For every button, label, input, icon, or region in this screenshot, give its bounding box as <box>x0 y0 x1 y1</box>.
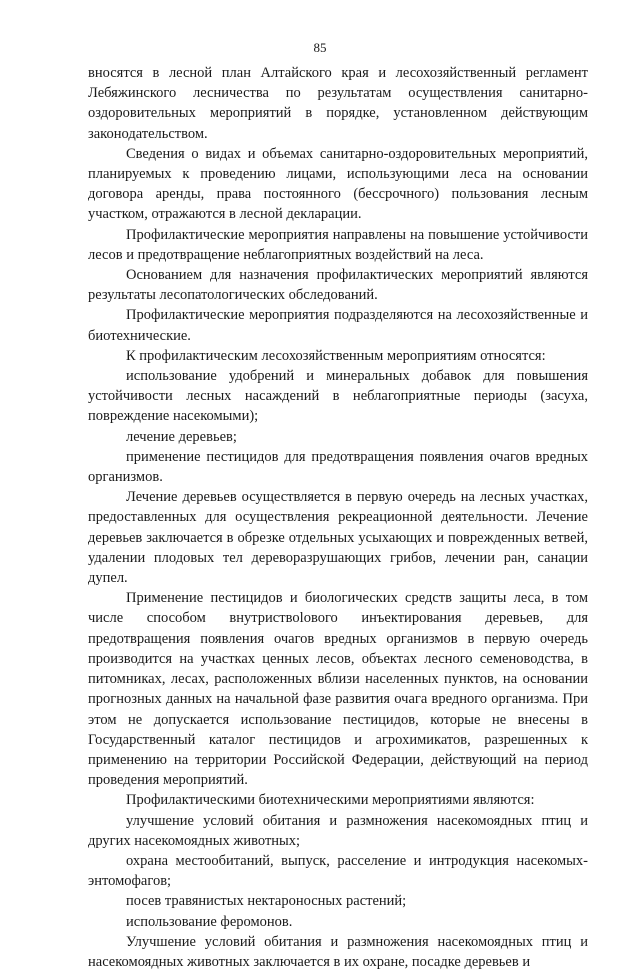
paragraph: Улучшение условий обитания и размножения насекомоядных птиц и насекомоядных животных заключается в их охране, посадке деревьев и <box>88 933 588 970</box>
paragraph: К профилактическим лесохозяйственным мероприятиям относятся: <box>126 347 546 364</box>
body-text <box>88 63 588 972</box>
paragraph: Применение пестицидов и биологических средств защиты леса, в том числе способом внутриствolового инъектирования деревьев, для предотвращения появления очагов вредных организмов в первую очередь производится на участках ценных лесов, объектах лесного семеноводства, в питомниках, лесах, расположенных вблизи населенных пунктов, на основании прогнозных данных на начальной фазе развития очага вредного организма. При этом не допускается использование пестицидов, которые не внесены в Государственный каталог пестицидов и агрохимикатов, разрешенных к применению на территории Российской Федерации, действующий на период проведения мероприятий. <box>88 590 588 789</box>
paragraph: Профилактические мероприятия направлены на повышение устойчивости лесов и предотвращение неблагоприятных воздействий на леса. <box>88 226 588 263</box>
paragraph: использование феромонов. <box>126 913 293 930</box>
paragraph: Профилактические мероприятия подразделяются на лесохозяйственные и биотехнические. <box>88 307 588 344</box>
paragraph: улучшение условий обитания и размножения насекомоядных птиц и других насекомоядных животных; <box>88 812 588 849</box>
paragraph: Сведения о видах и объемах санитарно-оздоровительных мероприятий, планируемых к проведению лицами, использующими леса на основании договора аренды, права постоянного (бессрочного) пользования лесным участком, отражаются в лесной декларации. <box>88 145 588 223</box>
paragraph: посев травянистых нектароносных растений; <box>126 893 407 910</box>
paragraph: использование удобрений и минеральных добавок для повышения устойчивости лесных насаждений в неблагоприятные периоды (засуха, повреждение насекомыми); <box>88 368 588 425</box>
paragraph: Профилактическими биотехническими мероприятиями являются: <box>126 792 535 809</box>
paragraph: применение пестицидов для предотвращения появления очагов вредных организмов. <box>88 448 588 486</box>
paragraph: Лечение деревьев осуществляется в первую очередь на лесных участках, предоставленных для осуществления рекреационной деятельности. Лечение деревьев заключается в обрезке отдельных усыхающих и поврежденных ветвей, удалении плодовых тел дереворазрушающих грибов, лечении ран, санации дупел. <box>88 489 588 587</box>
page-number: 85 <box>313 40 327 55</box>
paragraph: лечение деревьев; <box>126 428 237 445</box>
paragraph: охрана местообитаний, выпуск, расселение и интродукция насекомых-энтомофагов; <box>88 852 588 890</box>
paragraph: вносятся в лесной план Алтайского края и лесохозяйственный регламент Лебяжинского лесничества по результатам осуществления санитарно-оздоровительных мероприятий в порядке, установленном действующим законодательством. <box>88 65 588 142</box>
paragraph: Основанием для назначения профилактических мероприятий являются результаты лесопатологических обследований. <box>88 267 588 304</box>
